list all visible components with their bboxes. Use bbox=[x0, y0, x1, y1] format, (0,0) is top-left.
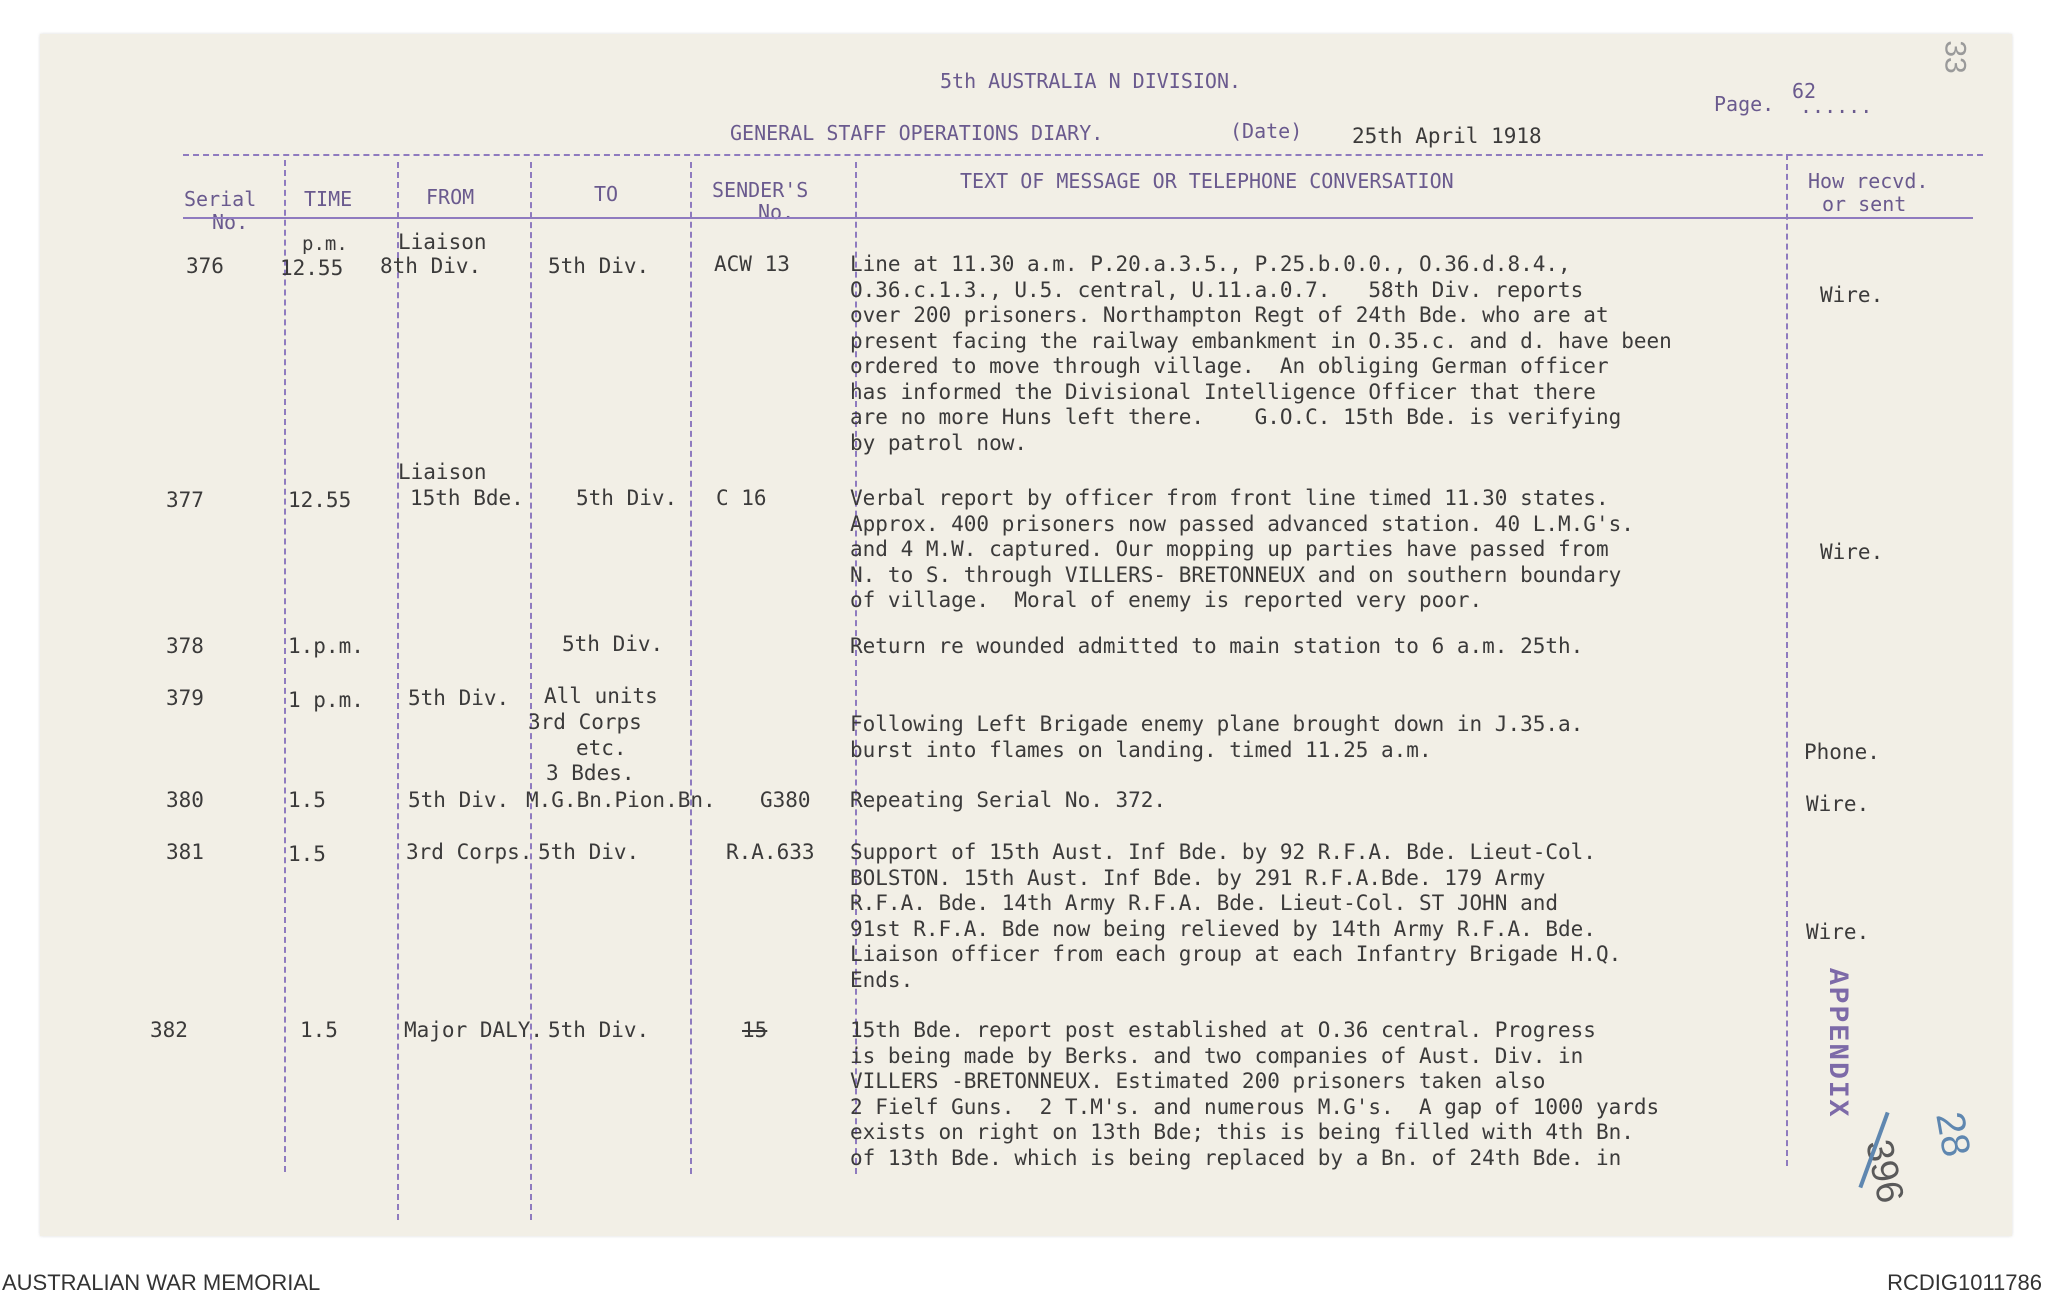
entry-378-serial: 378 bbox=[166, 634, 204, 658]
entry-376-from-1: Liaison bbox=[398, 230, 487, 254]
entry-377-text: Verbal report by officer from front line timed 11.30 states. Approx. 400 prisoners now passed advanced station. 40 L.M.G's. and 4 M.W. captured. Our mopping up parties have passed from N. to S. through VILLERS- BRETONNEUX and on southern boundary of village. Moral of enemy is reported very poor. bbox=[850, 486, 1634, 612]
entry-377-to: 5th Div. bbox=[576, 486, 678, 510]
col-how-heading-2: or sent bbox=[1822, 192, 1907, 216]
entry-382-from: Major DALY. bbox=[404, 1018, 544, 1042]
entry-377-time: 12.55 bbox=[288, 488, 352, 512]
entry-380-sender: G380 bbox=[760, 788, 811, 812]
division-heading: 5th AUSTRALIA N DIVISION. bbox=[940, 69, 1242, 93]
entry-379-to-4: 3 Bdes. bbox=[546, 761, 635, 785]
entry-381-to: 5th Div. bbox=[538, 840, 640, 864]
divider-text-how bbox=[1786, 154, 1788, 1166]
page-label: Page. bbox=[1714, 92, 1775, 116]
entry-380-text: Repeating Serial No. 372. bbox=[850, 788, 1167, 812]
col-how-heading: How recvd. bbox=[1808, 169, 1929, 193]
entry-382-serial: 382 bbox=[150, 1018, 188, 1042]
entry-376-serial: 376 bbox=[186, 254, 224, 278]
entry-381-how: Wire. bbox=[1806, 920, 1870, 944]
entry-382-to: 5th Div. bbox=[548, 1018, 650, 1042]
entry-381-text: Support of 15th Aust. Inf Bde. by 92 R.F.A. Bde. Lieut-Col. BOLSTON. 15th Aust. Inf Bde. by 291 R.F.A.Bde. 179 Army R.F.A. Bde. 14th Army R.F.A. Bde. Lieut-Col. ST JOHN and 91st R.F.A. Bde now being relieved by 14th Army R.F.A. Bde. Liaison officer from each group at each Infantry Brigade H.Q. Ends. bbox=[850, 840, 1622, 992]
appendix-number: 28 bbox=[1927, 1108, 1979, 1161]
divider-serial-time bbox=[284, 160, 286, 1172]
divider-from-to bbox=[530, 162, 532, 1220]
entry-382-time: 1.5 bbox=[300, 1018, 338, 1042]
entry-377-from-1: Liaison bbox=[398, 460, 487, 484]
entry-376-how: Wire. bbox=[1820, 283, 1884, 307]
entry-379-from: 5th Div. bbox=[408, 686, 510, 710]
entry-380-how: Wire. bbox=[1806, 792, 1870, 816]
date-label: (Date) bbox=[1230, 119, 1303, 143]
entry-381-serial: 381 bbox=[166, 840, 204, 864]
entry-380-serial: 380 bbox=[166, 788, 204, 812]
diary-date: 25th April 1918 bbox=[1352, 124, 1542, 148]
entry-376-to: 5th Div. bbox=[548, 254, 650, 278]
entry-376-time-period: p.m. bbox=[302, 233, 348, 255]
entry-382-text: 15th Bde. report post established at O.36 central. Progress is being made by Berks. and two companies of Aust. Div. in VILLERS -BRETONNEUX. Estimated 200 prisoners taken also 2 Fielf Guns. 2 T.M's. and numerous M.G's. A gap of 1000 yards exists on right on 13th Bde; this is being filled with 4th Bn. of 13th Bde. which is being replaced by a Bn. of 24th Bde. in bbox=[850, 1018, 1660, 1170]
entry-382-sender: 15 bbox=[742, 1018, 768, 1042]
entry-380-from: 5th Div. bbox=[408, 788, 510, 812]
entry-380-time: 1.5 bbox=[288, 788, 326, 812]
entry-376-from-2: 8th Div. bbox=[380, 254, 482, 278]
entry-376-text: Line at 11.30 a.m. P.20.a.3.5., P.25.b.0.0., O.36.d.8.4., O.36.c.1.3., U.5. central, U.11.a.0.7. 58th Div. reports over 200 prisoners. Northampton Regt of 24th Bde. who are at present facing the railway embankment in O.35.c. and d. have been ordered to move through village. An obliging German officer has informed the Divisional Intelligence Officer that there are no more Huns left there. G.O.C. 15th Bde. is verifying by patrol now. bbox=[850, 252, 1672, 455]
footer-record-id: RCDIG1011786 bbox=[1887, 1270, 2042, 1295]
entry-377-sender: C 16 bbox=[716, 486, 767, 510]
appendix-stamp: APPENDIX bbox=[1821, 968, 1852, 1119]
entry-379-how: Phone. bbox=[1804, 740, 1880, 764]
col-time-heading: TIME bbox=[304, 187, 353, 211]
divider-to-sender bbox=[690, 162, 692, 1174]
entry-381-time: 1.5 bbox=[288, 842, 326, 866]
entry-379-time: 1 p.m. bbox=[288, 688, 364, 712]
col-to-heading: TO bbox=[594, 182, 619, 206]
entry-379-to-1: All units bbox=[544, 684, 658, 708]
col-sender-heading: SENDER'S bbox=[712, 178, 809, 202]
entry-381-from: 3rd Corps. bbox=[406, 840, 533, 864]
divider-time-from bbox=[397, 162, 399, 1220]
entry-379-text: Following Left Brigade enemy plane brought down in J.35.a. burst into flames on landing. timed 11.25 a.m. bbox=[850, 712, 1584, 762]
entry-377-how: Wire. bbox=[1820, 540, 1884, 564]
corner-folio-number: 33 bbox=[1938, 40, 1972, 74]
entry-379-to-2: 3rd Corps bbox=[528, 710, 642, 734]
top-rule bbox=[183, 154, 1983, 156]
entry-377-from-2: 15th Bde. bbox=[410, 486, 524, 510]
footer-archive-name: AUSTRALIAN WAR MEMORIAL bbox=[2, 1270, 321, 1295]
page-number: 62 bbox=[1792, 79, 1817, 103]
entry-379-to-3: etc. bbox=[576, 736, 627, 760]
entry-378-text: Return re wounded admitted to main station to 6 a.m. 25th. bbox=[850, 634, 1584, 658]
entry-378-to: 5th Div. bbox=[562, 632, 664, 656]
folio-number: 396 bbox=[1857, 1136, 1912, 1207]
entry-376-time: 12.55 bbox=[280, 256, 344, 280]
entry-381-sender: R.A.633 bbox=[726, 840, 815, 864]
entry-378-time: 1.p.m. bbox=[288, 634, 364, 658]
diary-title: GENERAL STAFF OPERATIONS DIARY. bbox=[730, 121, 1104, 145]
header-rule bbox=[183, 217, 1973, 219]
entry-380-to: M.G.Bn.Pion.Bn. bbox=[526, 788, 716, 812]
entry-376-sender: ACW 13 bbox=[714, 252, 790, 276]
col-from-heading: FROM bbox=[426, 185, 475, 209]
col-serial-heading: Serial bbox=[184, 187, 257, 211]
entry-379-serial: 379 bbox=[166, 686, 204, 710]
col-text-heading: TEXT OF MESSAGE OR TELEPHONE CONVERSATION bbox=[960, 169, 1454, 193]
col-serial-heading-2: No. bbox=[212, 210, 249, 234]
col-sender-heading-2: No. bbox=[758, 200, 795, 224]
entry-377-serial: 377 bbox=[166, 488, 204, 512]
page-dots: ...... bbox=[1800, 94, 1873, 118]
